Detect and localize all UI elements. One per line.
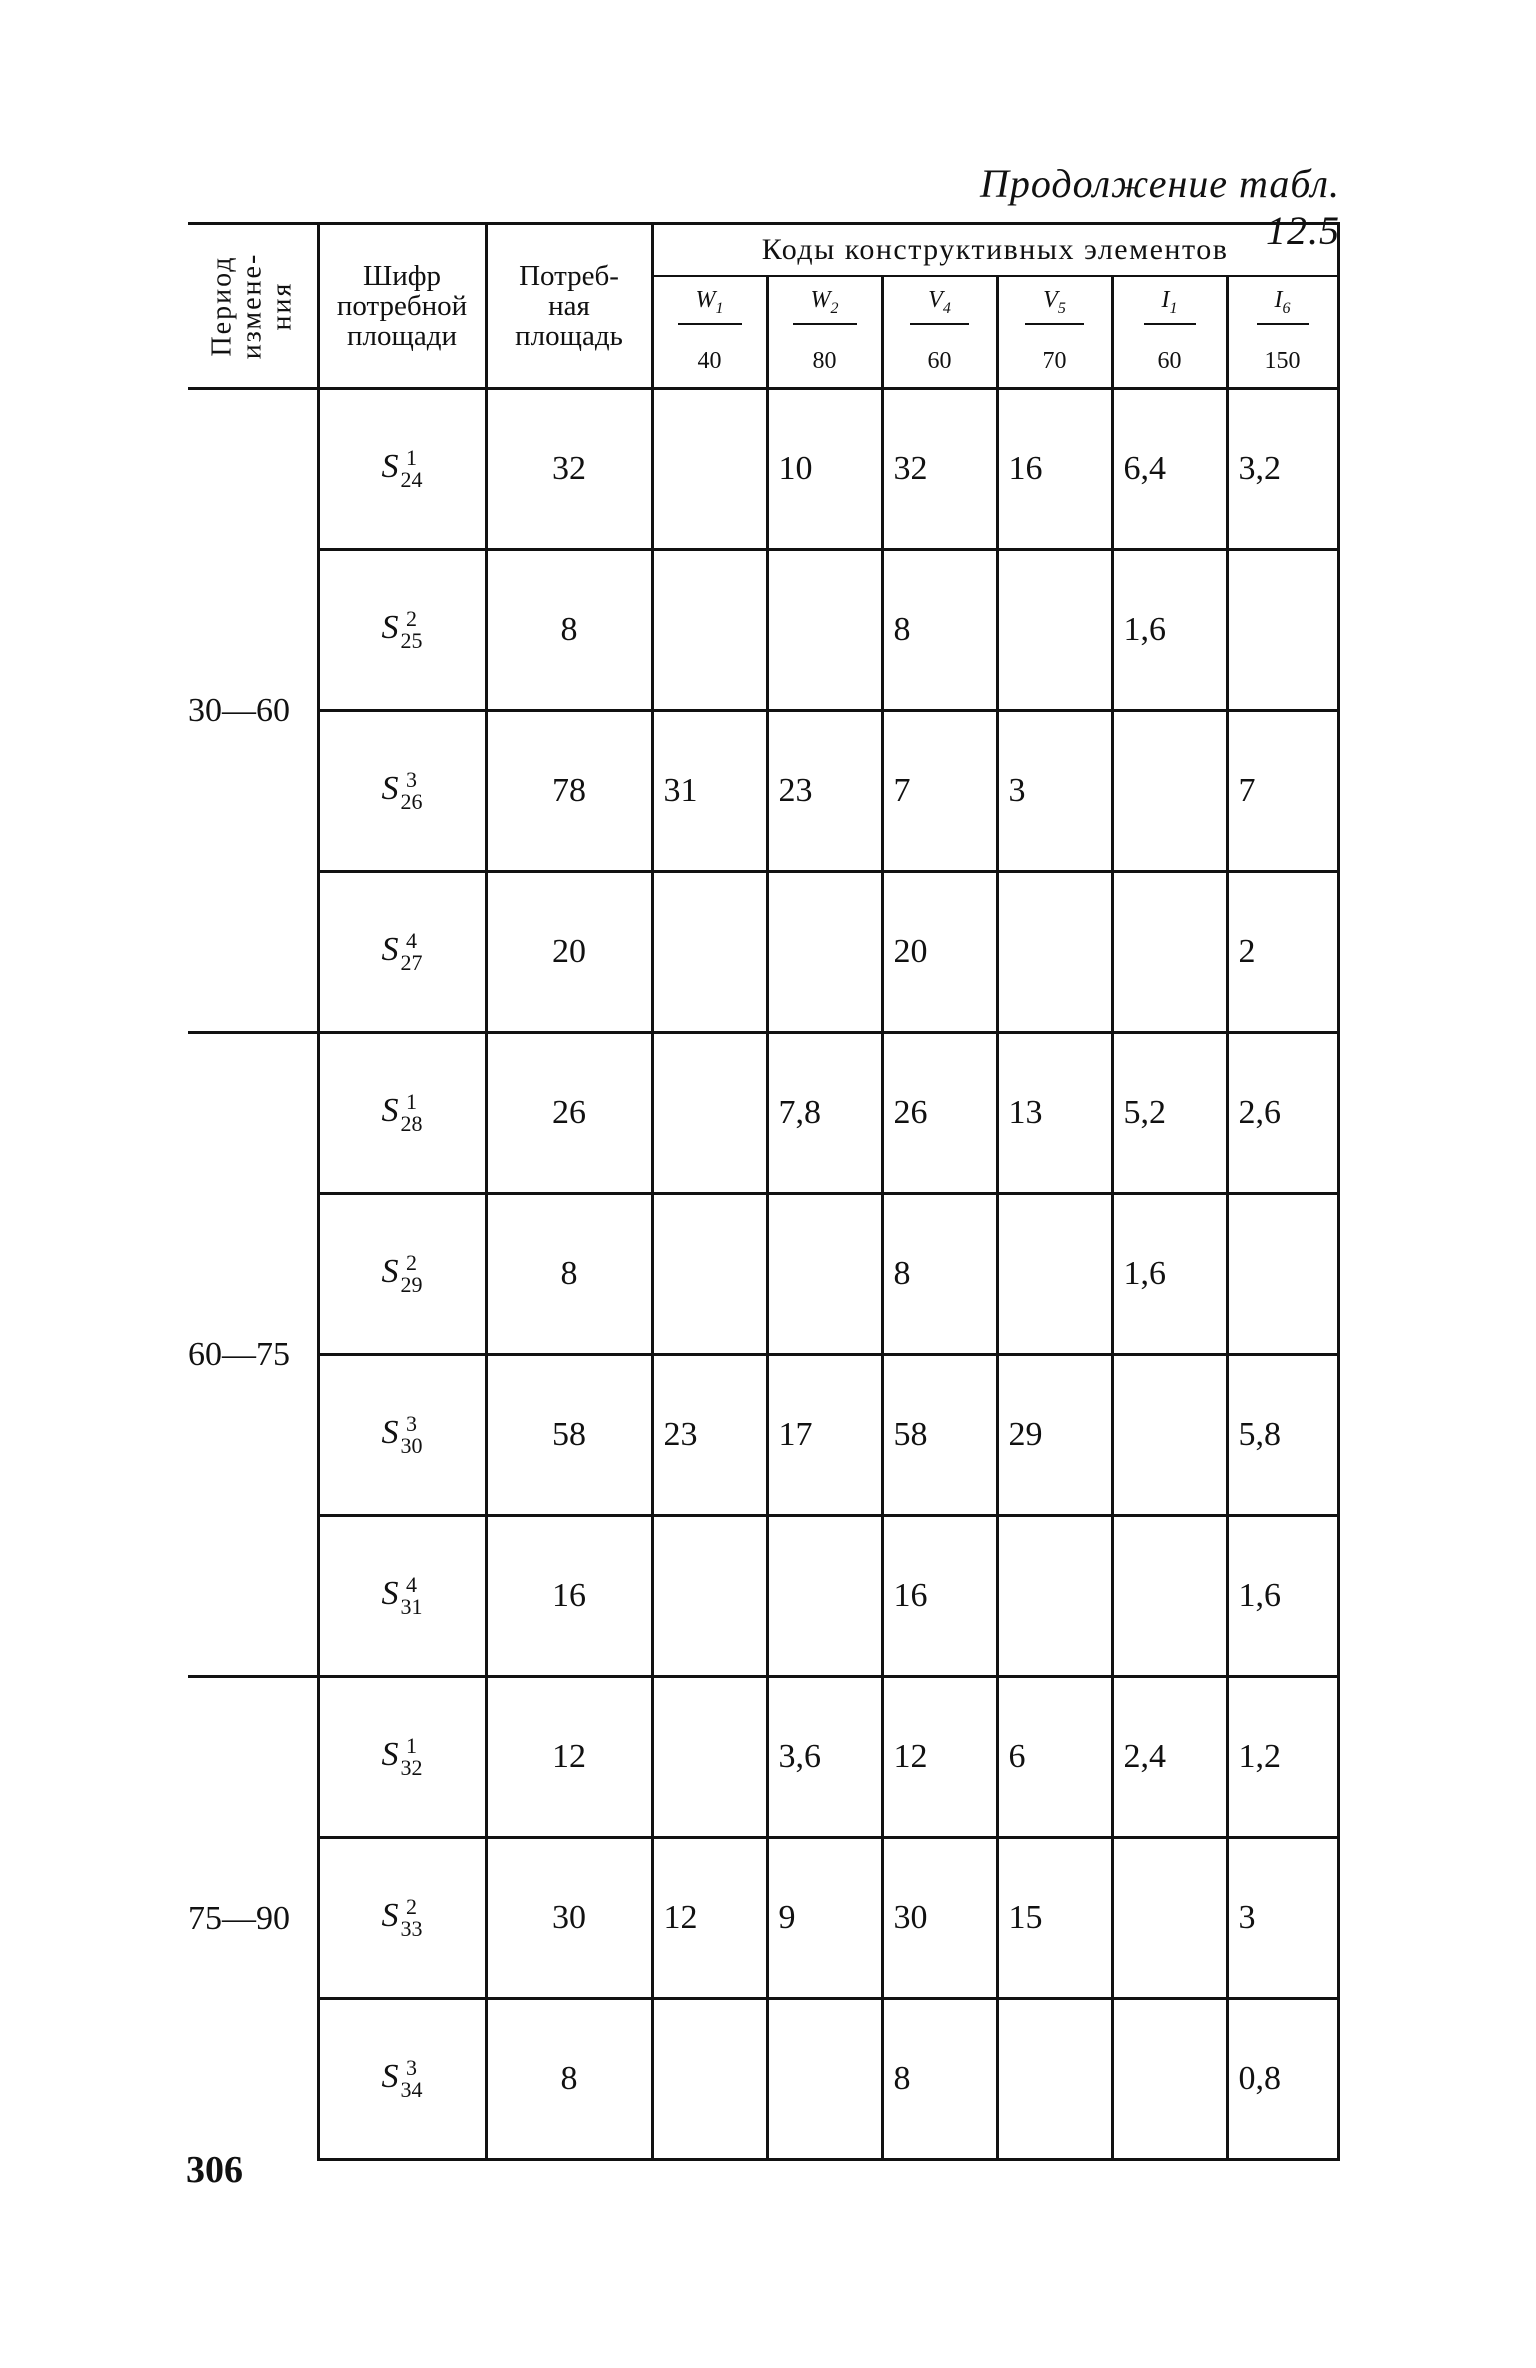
value-cell: 23 <box>767 711 882 872</box>
table-row <box>188 1677 1338 1838</box>
table-row <box>188 1194 1338 1355</box>
element-code: 80 <box>767 335 882 389</box>
need-cell: 12 <box>486 1677 652 1838</box>
cipher-symbol: S <box>381 608 399 646</box>
table-row <box>188 872 1338 1033</box>
value-cell: 17 <box>767 1355 882 1516</box>
cipher-symbol: S <box>381 1413 399 1451</box>
value-cell <box>997 872 1112 1033</box>
element-symbol: $I_1$ <box>1112 276 1227 335</box>
table-caption: Продолжение табл. 12.5 <box>979 161 1340 253</box>
cipher-symbol: S <box>381 769 399 807</box>
value-cell: 20 <box>882 872 997 1033</box>
need-cell: 58 <box>486 1355 652 1516</box>
table-row <box>188 1838 1338 1999</box>
cipher-cell <box>318 389 486 550</box>
cipher-subscript: 30 <box>400 1433 423 1458</box>
value-cell <box>1227 1194 1338 1355</box>
need-cell: 16 <box>486 1516 652 1677</box>
table-row <box>188 550 1338 711</box>
period-header-line: ния <box>266 281 298 331</box>
cipher-symbol: S <box>381 447 399 485</box>
value-cell: 7,8 <box>767 1033 882 1194</box>
value-cell: 15 <box>997 1838 1112 1999</box>
table-body <box>188 389 1338 2160</box>
cipher-header-line: Шифр <box>362 260 442 292</box>
value-cell <box>1112 1838 1227 1999</box>
value-cell: 12 <box>652 1838 767 1999</box>
period-header-text <box>207 253 297 360</box>
cipher-cell <box>318 1355 486 1516</box>
cipher-cell <box>318 1516 486 1677</box>
value-cell: 10 <box>767 389 882 550</box>
value-cell: 16 <box>882 1516 997 1677</box>
value-cell <box>652 1677 767 1838</box>
cipher-symbol: S <box>381 1896 399 1934</box>
cipher-superscript: 2 <box>406 1250 417 1275</box>
table-row <box>188 1999 1338 2160</box>
table-row <box>188 711 1338 872</box>
value-cell <box>767 1999 882 2160</box>
value-cell: 32 <box>882 389 997 550</box>
value-cell <box>997 1999 1112 2160</box>
value-cell: 0,8 <box>1227 1999 1338 2160</box>
period-cell: 60—75 <box>188 1335 290 1373</box>
value-cell: 8 <box>882 1999 997 2160</box>
cipher-superscript: 4 <box>406 1572 417 1597</box>
cipher-superscript: 1 <box>406 445 417 470</box>
need-cell: 30 <box>486 1838 652 1999</box>
need-cell: 78 <box>486 711 652 872</box>
cipher-indices <box>401 608 423 652</box>
value-cell: 1,6 <box>1227 1516 1338 1677</box>
cipher-superscript: 3 <box>406 767 417 792</box>
cipher-subscript: 33 <box>400 1916 423 1941</box>
value-cell: 7 <box>1227 711 1338 872</box>
cipher-header <box>318 224 486 389</box>
cipher-indices <box>401 930 423 974</box>
need-header-line: площадь <box>515 320 623 352</box>
table-row <box>188 1033 1338 1194</box>
value-cell <box>652 872 767 1033</box>
value-cell <box>1112 1355 1227 1516</box>
cipher-cell <box>318 550 486 711</box>
value-cell <box>652 1516 767 1677</box>
cipher-superscript: 3 <box>406 2055 417 2080</box>
cipher-superscript: 1 <box>406 1089 417 1114</box>
need-cell: 32 <box>486 389 652 550</box>
value-cell: 2,6 <box>1227 1033 1338 1194</box>
element-symbol: $V_4$ <box>882 276 997 335</box>
cipher-superscript: 2 <box>406 606 417 631</box>
value-cell <box>652 550 767 711</box>
cipher-symbol: S <box>381 1574 399 1612</box>
value-cell <box>1112 711 1227 872</box>
need-header-line: Потреб- <box>519 260 619 292</box>
value-cell: 23 <box>652 1355 767 1516</box>
value-cell <box>767 1194 882 1355</box>
value-cell <box>767 550 882 711</box>
need-cell: 8 <box>486 1999 652 2160</box>
value-cell <box>1112 1516 1227 1677</box>
cipher-subscript: 27 <box>400 950 423 975</box>
value-cell <box>1112 872 1227 1033</box>
value-cell: 5,2 <box>1112 1033 1227 1194</box>
value-cell <box>652 389 767 550</box>
value-cell: 26 <box>882 1033 997 1194</box>
cipher-symbol: S <box>381 1735 399 1773</box>
value-cell: 2 <box>1227 872 1338 1033</box>
cipher-indices <box>401 447 423 491</box>
cipher-indices <box>401 1574 423 1618</box>
cipher-symbol: S <box>381 1091 399 1129</box>
cipher-indices <box>401 1413 423 1457</box>
value-cell: 13 <box>997 1033 1112 1194</box>
cipher-superscript: 4 <box>406 928 417 953</box>
need-cell: 20 <box>486 872 652 1033</box>
value-cell: 1,2 <box>1227 1677 1338 1838</box>
value-cell: 2,4 <box>1112 1677 1227 1838</box>
value-cell: 30 <box>882 1838 997 1999</box>
value-cell <box>767 872 882 1033</box>
cipher-subscript: 24 <box>400 467 423 492</box>
value-cell: 5,8 <box>1227 1355 1338 1516</box>
cipher-cell <box>318 1033 486 1194</box>
period-cell: 30—60 <box>188 691 290 729</box>
cipher-subscript: 29 <box>400 1272 423 1297</box>
cipher-subscript: 28 <box>400 1111 423 1136</box>
cipher-cell <box>318 1999 486 2160</box>
value-cell <box>1227 550 1338 711</box>
value-cell <box>997 1516 1112 1677</box>
value-cell: 1,6 <box>1112 550 1227 711</box>
value-cell: 8 <box>882 550 997 711</box>
element-symbol: $W_1$ <box>652 276 767 335</box>
cipher-indices <box>401 1896 423 1940</box>
cipher-subscript: 34 <box>400 2077 423 2102</box>
page-number: 306 <box>186 2149 243 2191</box>
element-symbol: $W_2$ <box>767 276 882 335</box>
need-cell: 8 <box>486 550 652 711</box>
cipher-indices <box>401 2057 423 2101</box>
table-row <box>188 1516 1338 1677</box>
cipher-header-line: потребной <box>336 290 468 322</box>
period-header-line: измене- <box>236 252 268 360</box>
value-cell: 3,6 <box>767 1677 882 1838</box>
cipher-superscript: 2 <box>406 1894 417 1919</box>
value-cell: 3,2 <box>1227 389 1338 550</box>
value-cell: 1,6 <box>1112 1194 1227 1355</box>
value-cell: 29 <box>997 1355 1112 1516</box>
element-code: 40 <box>652 335 767 389</box>
table-row <box>188 389 1338 550</box>
cipher-cell <box>318 1838 486 1999</box>
element-codes-header: Коды конструктивных элементов <box>652 224 1338 277</box>
element-symbol: $V_5$ <box>997 276 1112 335</box>
value-cell: 7 <box>882 711 997 872</box>
cipher-cell <box>318 872 486 1033</box>
value-cell: 12 <box>882 1677 997 1838</box>
cipher-indices <box>401 1252 423 1296</box>
element-code: 60 <box>882 335 997 389</box>
element-symbol: $I_6$ <box>1227 276 1338 335</box>
cipher-superscript: 1 <box>406 1733 417 1758</box>
cipher-symbol: S <box>381 1252 399 1290</box>
cipher-symbol: S <box>381 930 399 968</box>
need-cell: 26 <box>486 1033 652 1194</box>
cipher-cell <box>318 1194 486 1355</box>
value-cell <box>767 1516 882 1677</box>
value-cell: 3 <box>1227 1838 1338 1999</box>
value-cell: 9 <box>767 1838 882 1999</box>
element-code: 60 <box>1112 335 1227 389</box>
value-cell: 31 <box>652 711 767 872</box>
need-header-line: ная <box>548 290 590 322</box>
cipher-cell <box>318 711 486 872</box>
value-cell <box>652 1999 767 2160</box>
cipher-header-line: площади <box>347 320 457 352</box>
value-cell <box>997 1194 1112 1355</box>
table-row <box>188 1355 1338 1516</box>
data-table <box>188 222 1340 2161</box>
cipher-superscript: 3 <box>406 1411 417 1436</box>
value-cell <box>1112 1999 1227 2160</box>
need-header <box>486 224 652 389</box>
period-header <box>188 224 318 389</box>
period-header-line: Период <box>206 255 238 357</box>
table-header <box>188 224 1338 389</box>
cipher-indices <box>401 1735 423 1779</box>
cipher-cell <box>318 1677 486 1838</box>
value-cell <box>652 1033 767 1194</box>
need-cell: 8 <box>486 1194 652 1355</box>
value-cell: 16 <box>997 389 1112 550</box>
value-cell <box>652 1194 767 1355</box>
value-cell: 8 <box>882 1194 997 1355</box>
cipher-subscript: 26 <box>400 789 423 814</box>
element-code: 70 <box>997 335 1112 389</box>
cipher-subscript: 31 <box>400 1594 423 1619</box>
cipher-symbol: S <box>381 2057 399 2095</box>
value-cell: 58 <box>882 1355 997 1516</box>
element-code: 150 <box>1227 335 1338 389</box>
cipher-indices <box>401 769 423 813</box>
cipher-indices <box>401 1091 423 1135</box>
value-cell: 6,4 <box>1112 389 1227 550</box>
cipher-subscript: 25 <box>400 628 423 653</box>
cipher-subscript: 32 <box>400 1755 423 1780</box>
value-cell: 6 <box>997 1677 1112 1838</box>
value-cell <box>997 550 1112 711</box>
value-cell: 3 <box>997 711 1112 872</box>
period-cell: 75—90 <box>188 1899 290 1937</box>
